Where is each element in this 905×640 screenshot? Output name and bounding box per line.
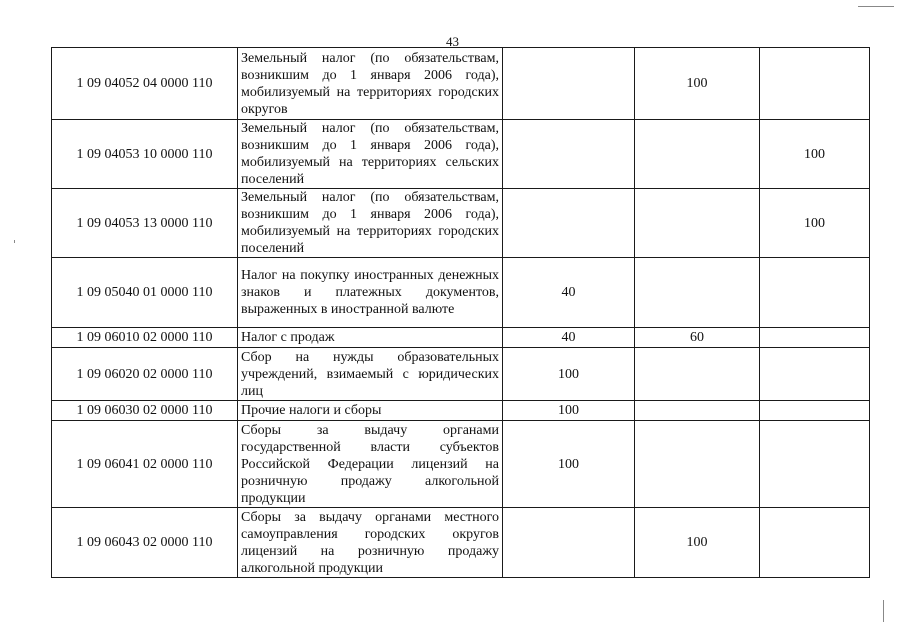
percent-cell-2 <box>635 120 760 189</box>
percent-cell-2: 100 <box>635 508 760 578</box>
income-name-cell: Налог на покупку иностранных денежных знаков и платежных документов, выраженных в иностранной валюте <box>238 258 503 328</box>
percent-cell-1 <box>503 189 635 258</box>
table-row <box>52 401 870 421</box>
table-row <box>52 328 870 348</box>
kbk-code-cell: 1 09 05040 01 0000 110 <box>52 258 238 328</box>
scan-artifact <box>14 240 15 243</box>
table-row <box>52 421 870 508</box>
income-name-cell: Земельный налог (по обязательствам, возникшим до 1 января 2006 года), мобилизуемый на территориях сельских поселений <box>238 120 503 189</box>
income-name-cell: Прочие налоги и сборы <box>238 401 503 421</box>
percent-cell-2: 60 <box>635 328 760 348</box>
income-name-cell: Сборы за выдачу органами местного самоуправления городских округов лицензий на розничную продажу алкогольной продукции <box>238 508 503 578</box>
budget-classification-table <box>51 47 870 578</box>
scan-artifact <box>858 6 894 7</box>
table-row <box>52 189 870 258</box>
percent-cell-3 <box>760 401 870 421</box>
percent-cell-3 <box>760 48 870 120</box>
scan-artifact <box>883 600 884 622</box>
percent-cell-2 <box>635 258 760 328</box>
kbk-code-cell: 1 09 04053 10 0000 110 <box>52 120 238 189</box>
percent-cell-2: 100 <box>635 48 760 120</box>
percent-cell-2 <box>635 348 760 401</box>
kbk-code-cell: 1 09 06030 02 0000 110 <box>52 401 238 421</box>
income-name-cell: Сбор на нужды образовательных учреждений, взимаемый с юридических лиц <box>238 348 503 401</box>
income-name-cell: Налог с продаж <box>238 328 503 348</box>
kbk-code-cell: 1 09 06020 02 0000 110 <box>52 348 238 401</box>
percent-cell-1: 100 <box>503 401 635 421</box>
percent-cell-3 <box>760 328 870 348</box>
percent-cell-1: 100 <box>503 348 635 401</box>
percent-cell-3: 100 <box>760 189 870 258</box>
percent-cell-3: 100 <box>760 120 870 189</box>
table-row <box>52 120 870 189</box>
percent-cell-2 <box>635 401 760 421</box>
kbk-code-cell: 1 09 06041 02 0000 110 <box>52 421 238 508</box>
percent-cell-3 <box>760 508 870 578</box>
kbk-code-cell: 1 09 06043 02 0000 110 <box>52 508 238 578</box>
income-name-cell: Земельный налог (по обязательствам, возникшим до 1 января 2006 года), мобилизуемый на территориях городских округов <box>238 48 503 120</box>
income-name-cell: Земельный налог (по обязательствам, возникшим до 1 января 2006 года), мобилизуемый на территориях городских поселений <box>238 189 503 258</box>
table-row <box>52 348 870 401</box>
percent-cell-1: 40 <box>503 258 635 328</box>
percent-cell-3 <box>760 421 870 508</box>
percent-cell-2 <box>635 189 760 258</box>
percent-cell-1: 100 <box>503 421 635 508</box>
percent-cell-2 <box>635 421 760 508</box>
kbk-code-cell: 1 09 04052 04 0000 110 <box>52 48 238 120</box>
table-row <box>52 48 870 120</box>
table-row <box>52 258 870 328</box>
kbk-code-cell: 1 09 04053 13 0000 110 <box>52 189 238 258</box>
table-row <box>52 508 870 578</box>
percent-cell-1 <box>503 48 635 120</box>
kbk-code-cell: 1 09 06010 02 0000 110 <box>52 328 238 348</box>
income-name-cell: Сборы за выдачу органами государственной власти субъектов Российской Федерации лицензий на розничную продажу алкогольной продукции <box>238 421 503 508</box>
percent-cell-1 <box>503 120 635 189</box>
percent-cell-3 <box>760 258 870 328</box>
page-number: 43 <box>446 34 459 49</box>
percent-cell-1: 40 <box>503 328 635 348</box>
percent-cell-1 <box>503 508 635 578</box>
percent-cell-3 <box>760 348 870 401</box>
